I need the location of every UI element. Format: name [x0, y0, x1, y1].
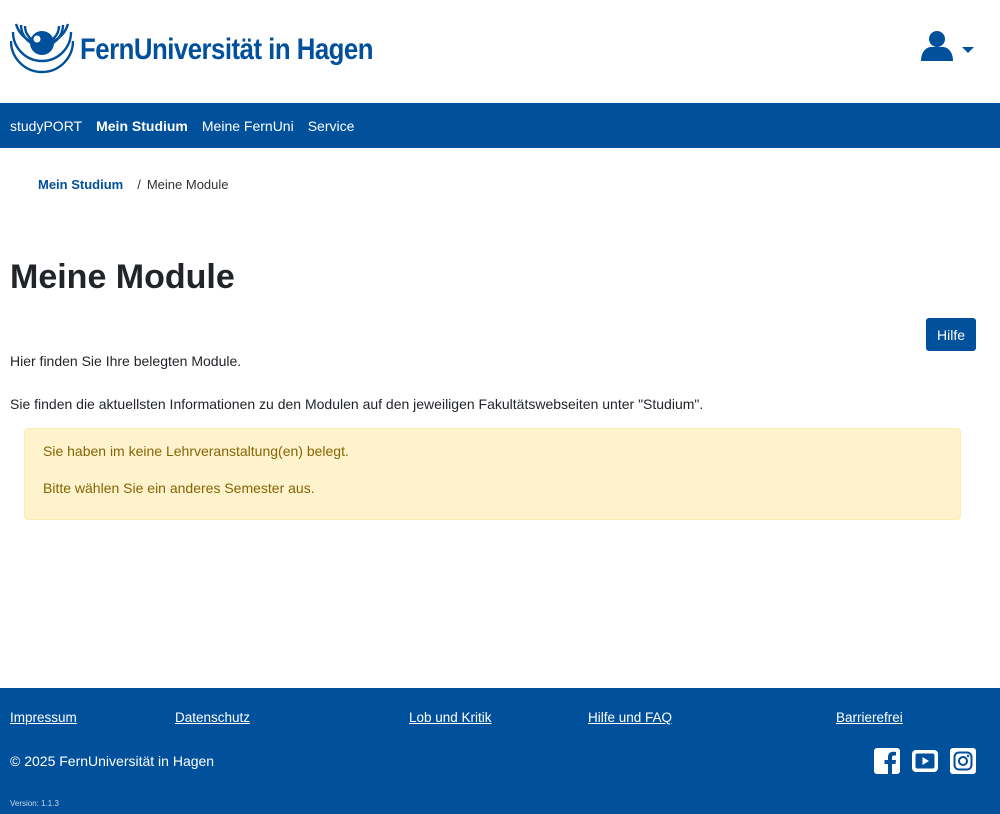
facebook-icon[interactable]	[874, 748, 900, 779]
nav-item-meine-fernuni[interactable]: Meine FernUni	[201, 117, 294, 134]
nav-item-studyport[interactable]: studyPORT	[10, 117, 83, 134]
breadcrumb-separator: /	[137, 177, 141, 192]
main-nav	[0, 103, 1000, 148]
footer-link-impressum[interactable]: Impressum	[10, 710, 77, 725]
copyright-text: © 2025 FernUniversität in Hagen	[10, 753, 215, 769]
warning-alert	[24, 428, 961, 520]
footer-link-barrierefrei[interactable]: Barrierefrei	[836, 710, 903, 725]
page-title: Meine Module	[10, 258, 235, 296]
footer-link-hilfe-und-faq[interactable]: Hilfe und FAQ	[588, 710, 673, 725]
info-text: Sie finden die aktuellsten Informationen zu den Modulen auf den jeweiligen Fakultätswebseiten unter "Studium".	[10, 396, 704, 412]
youtube-icon[interactable]	[912, 748, 938, 779]
user-menu-button[interactable]	[921, 30, 974, 67]
alert-message: Sie haben im keine Lehrveranstaltung(en) belegt.	[43, 443, 349, 459]
caret-down-icon	[962, 47, 974, 53]
site-logo[interactable]	[10, 20, 421, 80]
breadcrumb-link-mein-studium[interactable]: Mein Studium	[38, 177, 124, 192]
help-button[interactable]: Hilfe	[926, 318, 976, 351]
site-header	[0, 0, 1000, 103]
nav-item-service[interactable]: Service	[307, 117, 355, 134]
user-icon	[921, 30, 953, 67]
alert-hint: Bitte wählen Sie ein anderes Semester aus.	[43, 480, 315, 496]
social-links	[874, 748, 976, 779]
fernuni-logo-icon	[10, 20, 74, 80]
version-text: Version: 1.1.3	[10, 799, 59, 808]
breadcrumb-current: Meine Module	[146, 177, 229, 192]
logo-text: FernUniversität in Hagen	[80, 33, 373, 66]
site-footer	[0, 688, 1000, 814]
footer-link-datenschutz[interactable]: Datenschutz	[175, 710, 251, 725]
footer-link-lob-und-kritik[interactable]: Lob und Kritik	[409, 710, 492, 725]
breadcrumb	[38, 177, 229, 192]
nav-item-mein-studium[interactable]: Mein Studium	[96, 117, 188, 134]
intro-text: Hier finden Sie Ihre belegten Module.	[10, 353, 242, 369]
instagram-icon[interactable]	[950, 748, 976, 779]
